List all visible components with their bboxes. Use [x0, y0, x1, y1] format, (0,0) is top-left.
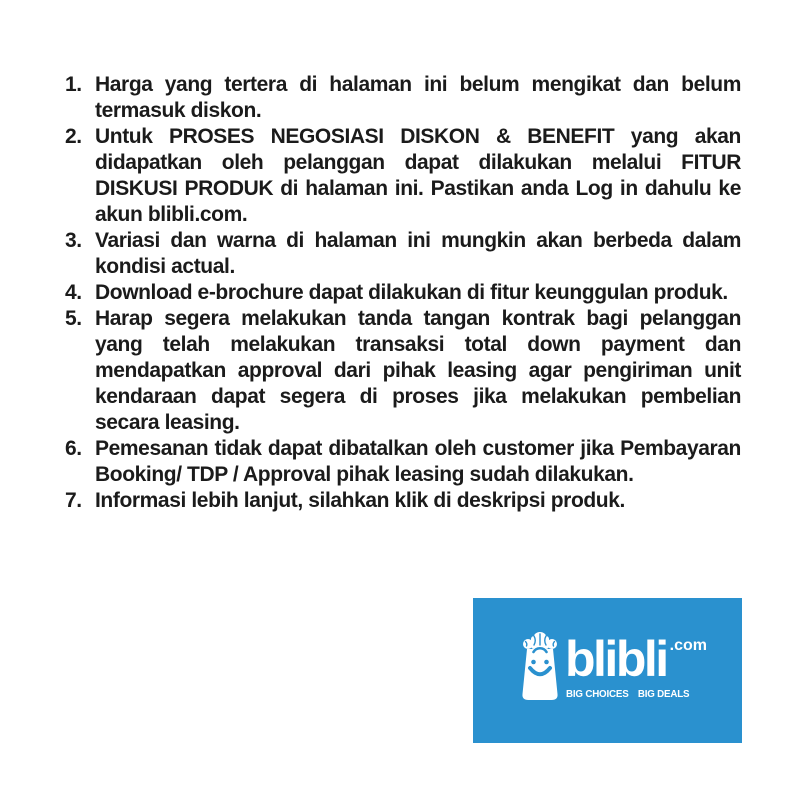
brand-tagline [566, 689, 689, 700]
list-item [65, 124, 741, 228]
list-item-number: 7. [65, 489, 82, 512]
list-item-text: Harap segera melakukan tanda tangan kontrak bagi pelanggan yang telah melakukan transaksi total down payment dan mendapatkan approval dari pihak leasing agar pengiriman unit kendaraan dapat segera di proses jika melakukan pembelian secara leasing. [95, 307, 741, 434]
list-item [65, 280, 741, 306]
brand-tld: .com [669, 637, 707, 654]
list-item-text: Untuk PROSES NEGOSIASI DISKON & BENEFIT yang akan didapatkan oleh pelanggan dapat dilakukan melalui FITUR DISKUSI PRODUK di halaman ini. Pastikan anda Log in dahulu ke akun blibli.com. [95, 125, 741, 226]
tagline-left: BIG CHOICES [566, 688, 629, 700]
list-item-text: Variasi dan warna di halaman ini mungkin akan berbeda dalam kondisi actual. [95, 229, 741, 278]
list-item [65, 488, 741, 514]
list-item-number: 2. [65, 125, 82, 148]
list-item-number: 4. [65, 281, 82, 304]
list-item-number: 3. [65, 229, 82, 252]
brand-name: blibli [565, 631, 667, 687]
list-item-text: Download e-brochure dapat dilakukan di fitur keunggulan produk. [95, 281, 728, 304]
list-item-number: 5. [65, 307, 82, 330]
terms-notes-list [65, 72, 741, 514]
list-item-text: Pemesanan tidak dapat dibatalkan oleh customer jika Pembayaran Booking/ TDP / Approval pihak leasing sudah dilakukan. [95, 437, 741, 486]
list-item-text: Harga yang tertera di halaman ini belum mengikat dan belum termasuk diskon. [95, 73, 741, 122]
blibli-wordmark [565, 631, 707, 687]
tagline-right: BIG DEALS [637, 688, 690, 700]
list-item-text: Informasi lebih lanjut, silahkan klik di deskripsi produk. [95, 489, 625, 512]
list-item-number: 6. [65, 437, 82, 460]
list-item [65, 436, 741, 488]
list-item [65, 306, 741, 436]
list-item [65, 72, 741, 124]
list-item-number: 1. [65, 73, 82, 96]
shopping-bag-smiley-icon [520, 631, 560, 701]
list-item [65, 228, 741, 280]
blibli-logo [473, 598, 742, 743]
